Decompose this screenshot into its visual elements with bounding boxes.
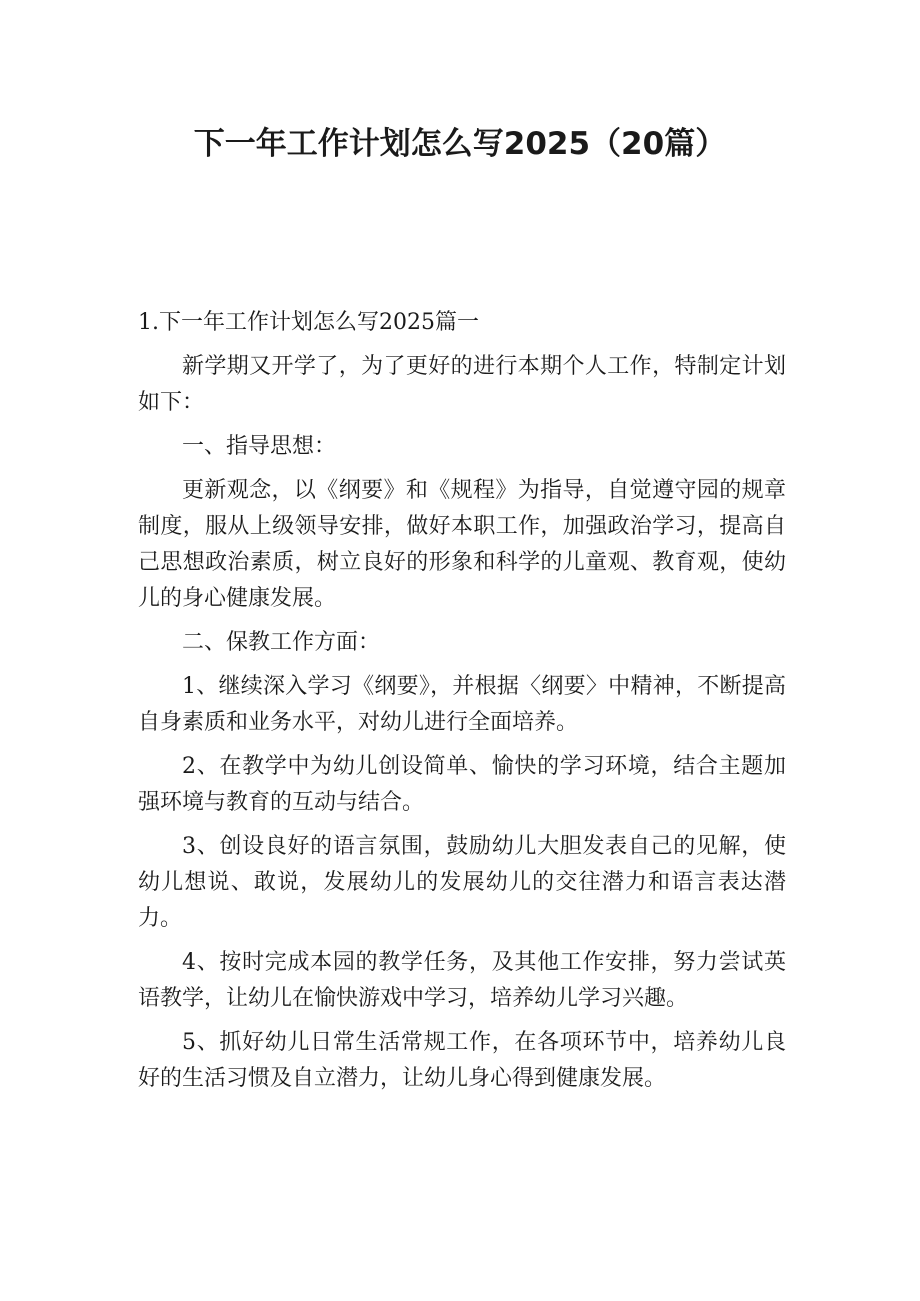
paragraph-item-4: 4、按时完成本园的教学任务，及其他工作安排，努力尝试英语教学，让幼儿在愉快游戏中学习，培养幼儿学习兴趣。 xyxy=(138,950,786,1011)
paragraph-heading-care-education: 二、保教工作方面： xyxy=(182,630,381,655)
document-body xyxy=(138,305,786,1105)
document-title: 下一年工作计划怎么写2025（20篇） xyxy=(193,126,727,162)
paragraph-guiding-thought: 更新观念，以《纲要》和《规程》为指导，自觉遵守园的规章制度，服从上级领导安排，做好本职工作，加强政治学习，提高自己思想政治素质，树立良好的形象和科学的儿童观、教育观，使幼儿的身心健康发展。 xyxy=(138,478,786,611)
paragraph-heading-guiding-thought: 一、指导思想： xyxy=(182,434,337,459)
section-heading: 1.下一年工作计划怎么写2025篇一 xyxy=(138,310,479,335)
paragraph-intro: 新学期又开学了，为了更好的进行本期个人工作，特制定计划如下： xyxy=(138,354,786,415)
paragraph-item-3: 3、创设良好的语言氛围，鼓励幼儿大胆发表自己的见解，使幼儿想说、敢说，发展幼儿的发展幼儿的交往潜力和语言表达潜力。 xyxy=(138,834,786,931)
paragraph-item-5: 5、抓好幼儿日常生活常规工作，在各项环节中，培养幼儿良好的生活习惯及自立潜力，让幼儿身心得到健康发展。 xyxy=(138,1030,786,1091)
paragraph-item-1: 1、继续深入学习《纲要》，并根据〈纲要〉中精神，不断提高自身素质和业务水平，对幼儿进行全面培养。 xyxy=(138,674,786,735)
paragraph-item-2: 2、在教学中为幼儿创设简单、愉快的学习环境，结合主题加强环境与教育的互动与结合。 xyxy=(138,754,786,815)
